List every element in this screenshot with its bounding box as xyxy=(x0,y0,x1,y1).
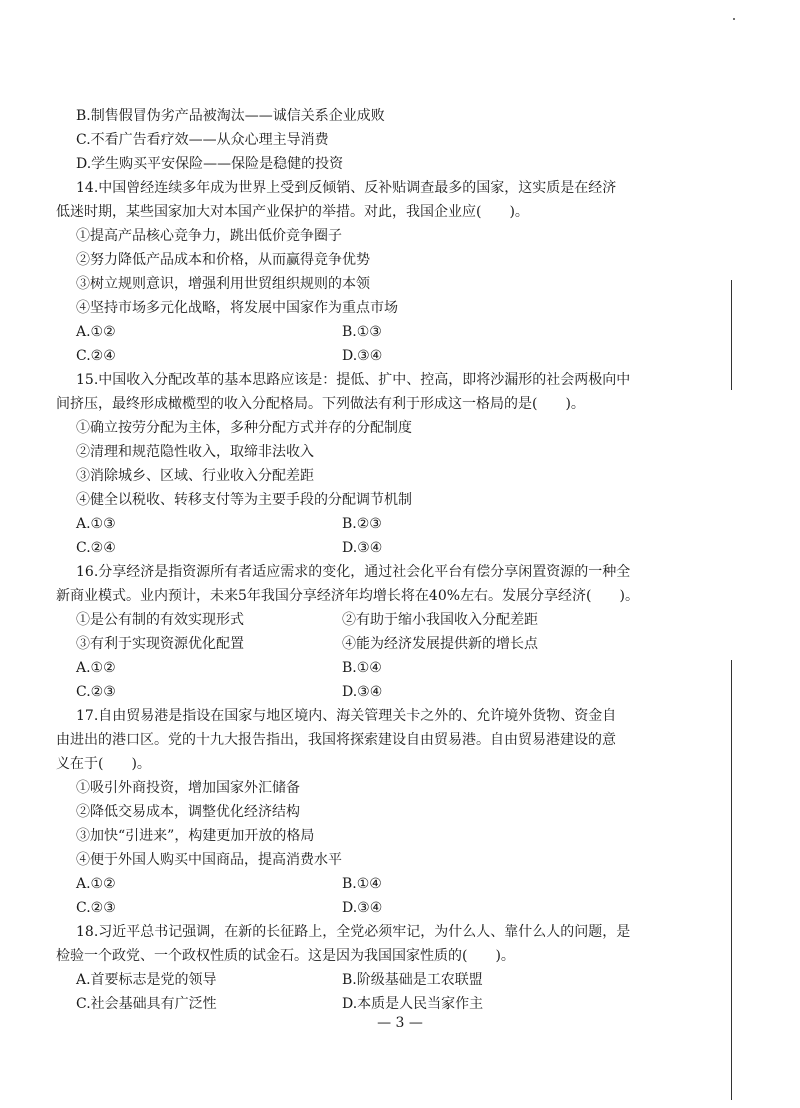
question-16 xyxy=(56,560,696,704)
statement: ③有利于实现资源优化配置 xyxy=(76,636,244,652)
option-d: D.本质是人民当家作主 xyxy=(342,996,484,1012)
option-a: A.①② xyxy=(76,660,116,676)
options-row xyxy=(76,896,696,920)
statement: ④健全以税收、转移支付等为主要手段的分配调节机制 xyxy=(76,492,412,508)
statement: ③加快“引进来”，构建更加开放的格局 xyxy=(76,828,315,844)
option-c: C.社会基础具有广泛性 xyxy=(76,996,217,1012)
options-row xyxy=(76,992,696,1016)
question-stem-line: 16.分享经济是指资源所有者适应需求的变化，通过社会化平台有偿分享闲置资源的一种全 xyxy=(76,564,631,580)
question-stem-line: 间挤压，最终形成橄榄型的收入分配格局。下列做法有利于形成这一格局的是( )。 xyxy=(56,396,585,412)
option-b: B.①④ xyxy=(342,876,382,892)
option-a: A.①② xyxy=(76,324,116,340)
question-stem-line: 义在于( )。 xyxy=(56,756,151,772)
option-d: D.③④ xyxy=(342,540,383,556)
option-line: B.制售假冒伪劣产品被淘汰——诚信关系企业成败 xyxy=(76,108,385,124)
statement: ①是公有制的有效实现形式 xyxy=(76,612,244,628)
option-d: D.③④ xyxy=(342,348,383,364)
scan-edge-line xyxy=(731,660,732,1100)
question-stem-line: 新商业模式。业内预计，未来5年我国分享经济年均增长将在40%左右。发展分享经济( )。 xyxy=(56,588,639,604)
statement: ④便于外国人购买中国商品，提高消费水平 xyxy=(76,852,342,868)
option-c: C.②④ xyxy=(76,348,116,364)
option-c: C.②④ xyxy=(76,540,116,556)
options-row xyxy=(76,656,696,680)
option-b: B.①④ xyxy=(342,660,382,676)
options-row xyxy=(76,872,696,896)
statement: ①吸引外商投资，增加国家外汇储备 xyxy=(76,780,300,796)
option-b: B.②③ xyxy=(342,516,382,532)
statement: ②降低交易成本，调整优化经济结构 xyxy=(76,804,300,820)
question-stem-line: 14.中国曾经连续多年成为世界上受到反倾销、反补贴调查最多的国家，这实质是在经济 xyxy=(76,180,617,196)
option-a: A.①② xyxy=(76,876,116,892)
option-c: C.②③ xyxy=(76,684,116,700)
options-row xyxy=(76,968,696,992)
option-line: D.学生购买平安保险——保险是稳健的投资 xyxy=(76,156,344,172)
statement: ④坚持市场多元化战略，将发展中国家作为重点市场 xyxy=(76,300,398,316)
options-row xyxy=(76,512,696,536)
question-15 xyxy=(56,368,696,560)
question-stem-line: 由进出的港口区。党的十九大报告指出，我国将探索建设自由贸易港。自由贸易港建设的意 xyxy=(56,732,616,748)
page-number: — 3 — xyxy=(377,1015,423,1031)
statement: ②努力降低产品成本和价格，从而赢得竞争优势 xyxy=(76,252,370,268)
statement: ④能为经济发展提供新的增长点 xyxy=(342,636,538,652)
previous-question-options xyxy=(76,104,696,176)
options-row xyxy=(76,536,696,560)
question-stem-line: 15.中国收入分配改革的基本思路应该是：提低、扩中、控高，即将沙漏形的社会两极向中 xyxy=(76,372,631,388)
option-a: A.首要标志是党的领导 xyxy=(76,972,217,988)
options-row xyxy=(76,320,696,344)
question-stem-line: 17.自由贸易港是指设在国家与地区境内、海关管理关卡之外的、允许境外货物、资金自 xyxy=(76,708,617,724)
scan-speck xyxy=(733,18,735,20)
option-c: C.②③ xyxy=(76,900,116,916)
question-17 xyxy=(56,704,696,920)
option-d: D.③④ xyxy=(342,684,383,700)
option-b: B.①③ xyxy=(342,324,382,340)
statement: ①提高产品核心竞争力，跳出低价竞争圈子 xyxy=(76,228,342,244)
question-stem-line: 18.习近平总书记强调，在新的长征路上，全党必须牢记，为什么人、靠什么人的问题，是 xyxy=(76,924,631,940)
page-content xyxy=(56,104,696,1016)
question-stem-line: 检验一个政党、一个政权性质的试金石。这是因为我国国家性质的( )。 xyxy=(56,948,515,964)
option-a: A.①③ xyxy=(76,516,116,532)
question-18 xyxy=(56,920,696,1016)
statements-row xyxy=(76,608,696,632)
statements-row xyxy=(76,632,696,656)
statement: ③消除城乡、区域、行业收入分配差距 xyxy=(76,468,314,484)
option-line: C.不看广告看疗效——从众心理主导消费 xyxy=(76,132,329,148)
question-14 xyxy=(56,176,696,368)
options-row xyxy=(76,680,696,704)
statement: ③树立规则意识，增强利用世贸组织规则的本领 xyxy=(76,276,370,292)
options-row xyxy=(76,344,696,368)
statement: ②清理和规范隐性收入，取缔非法收入 xyxy=(76,444,314,460)
question-stem-line: 低迷时期，某些国家加大对本国产业保护的举措。对此，我国企业应( )。 xyxy=(56,204,529,220)
statement: ①确立按劳分配为主体，多种分配方式并存的分配制度 xyxy=(76,420,412,436)
option-b: B.阶级基础是工农联盟 xyxy=(342,972,483,988)
option-d: D.③④ xyxy=(342,900,383,916)
scan-edge-line xyxy=(731,280,732,390)
statement: ②有助于缩小我国收入分配差距 xyxy=(342,612,538,628)
